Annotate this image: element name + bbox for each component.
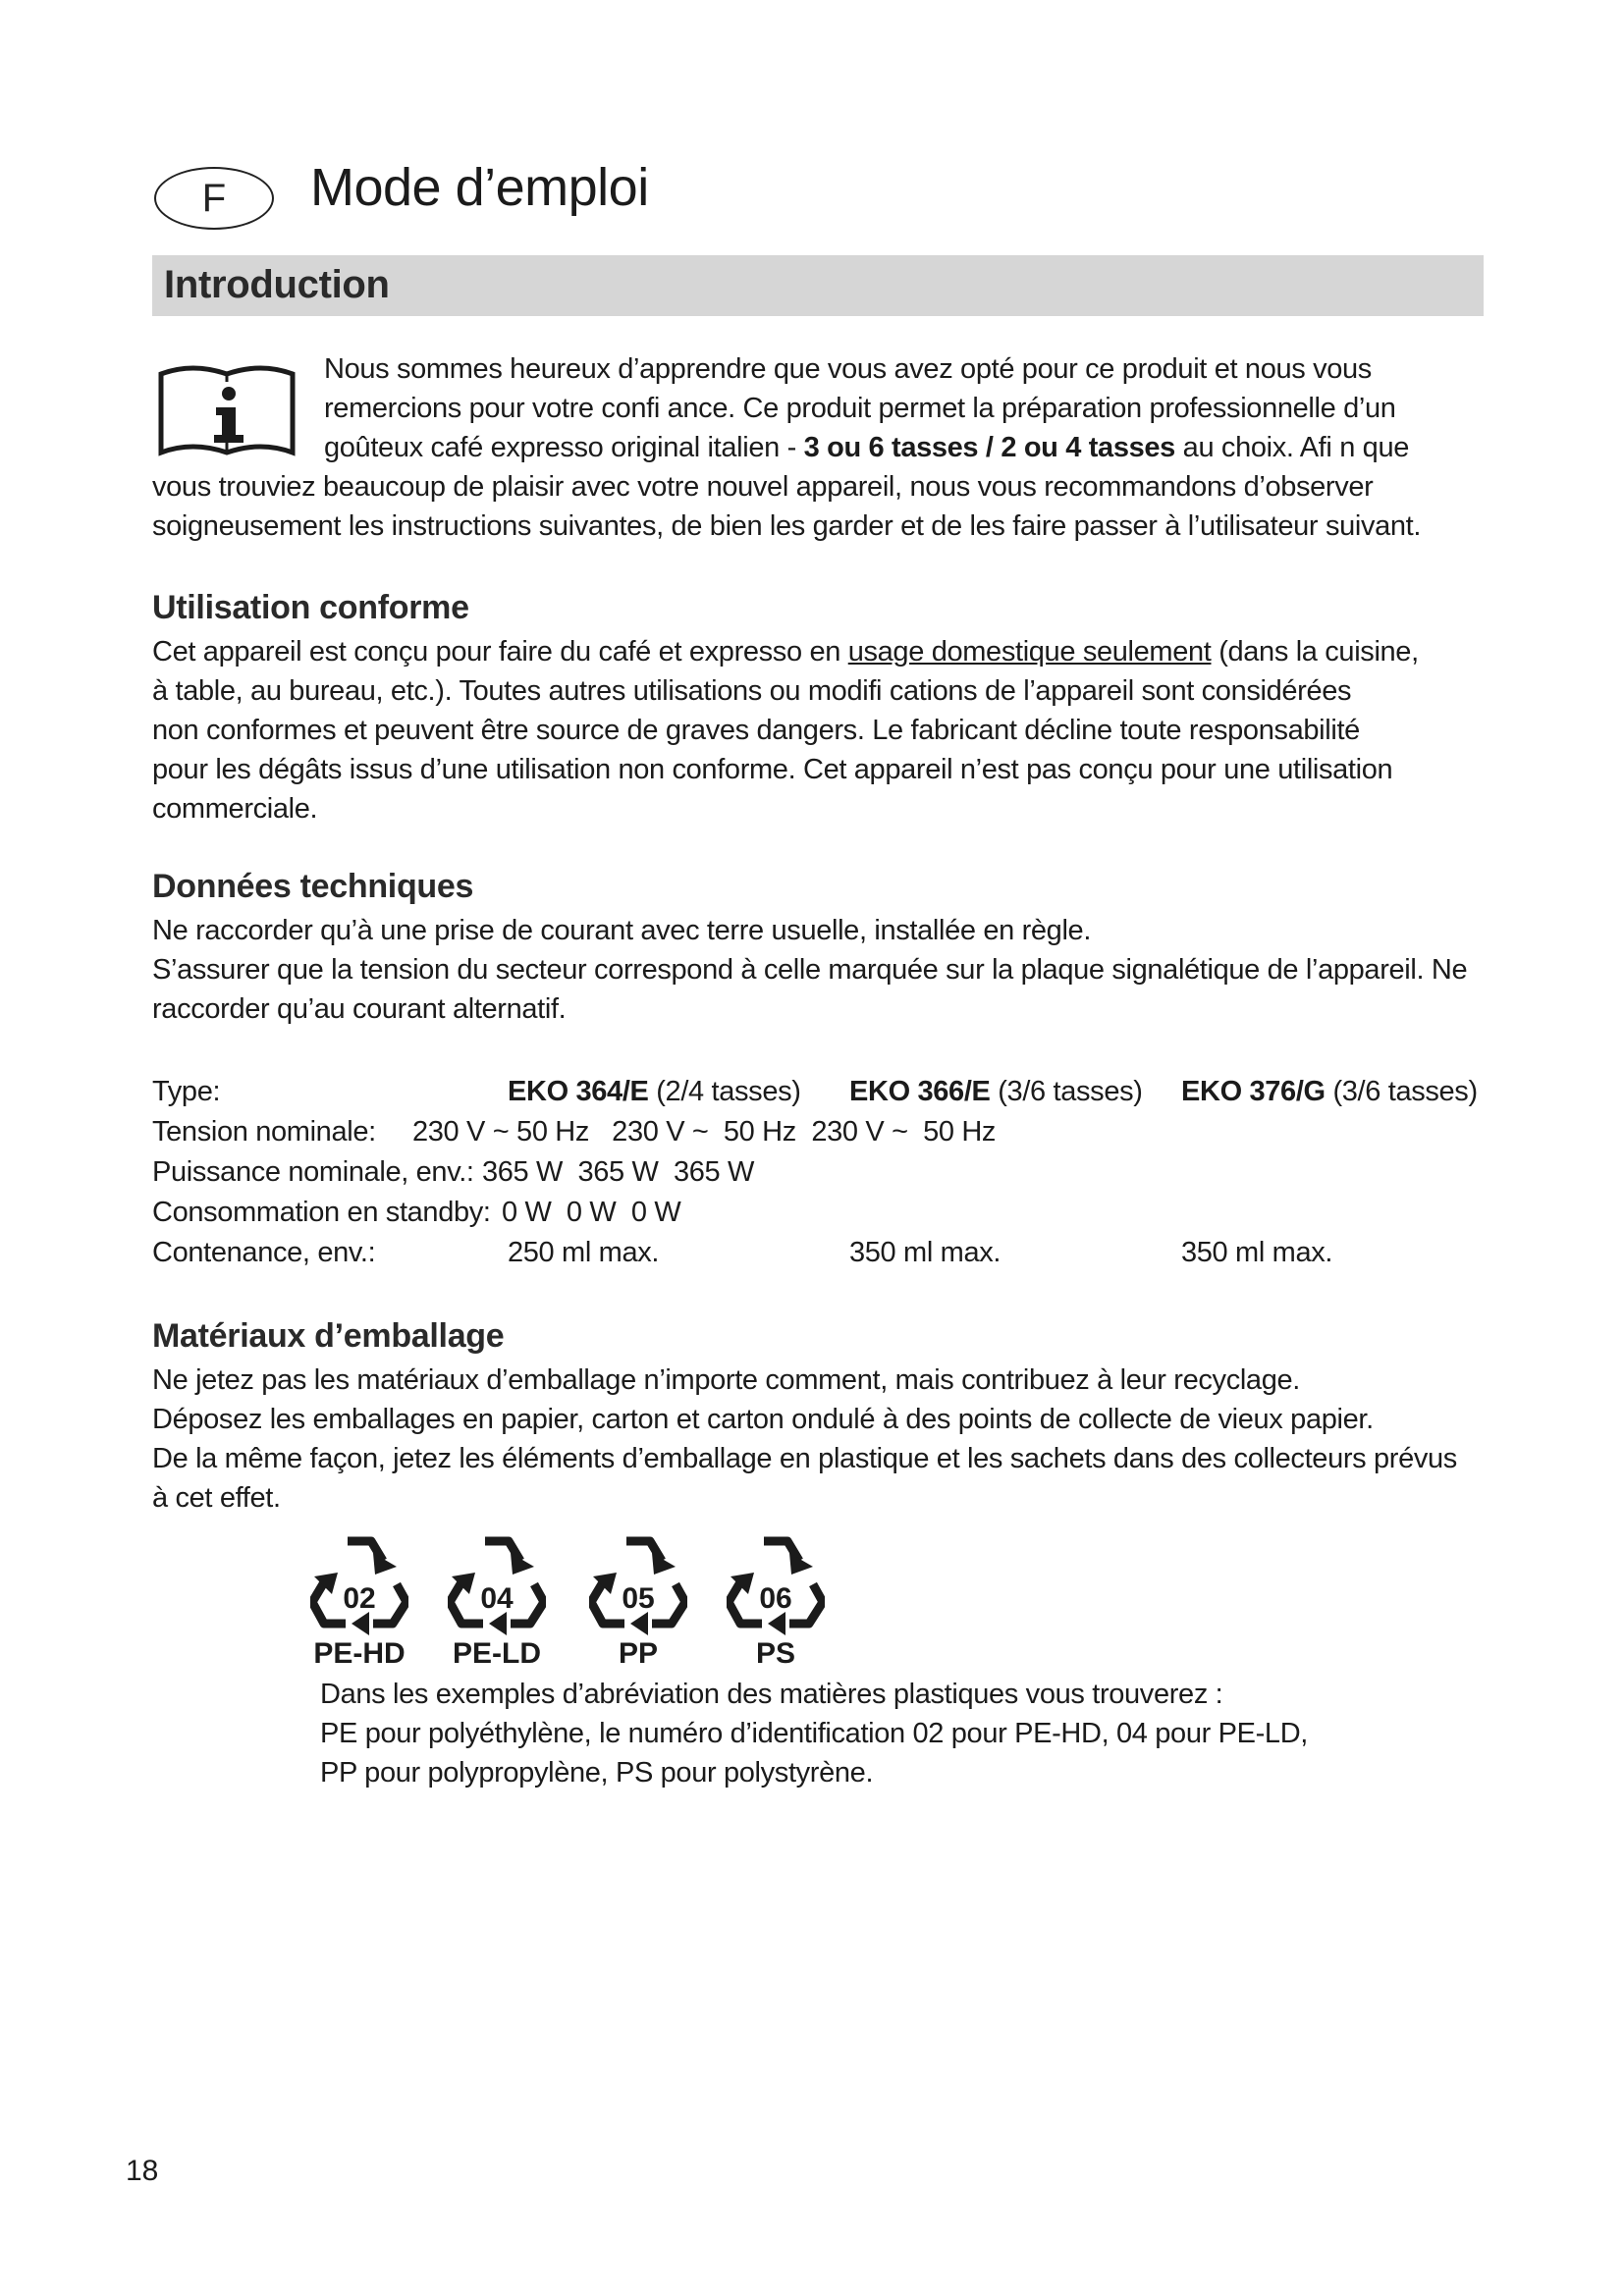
utilisation-text <box>152 632 1419 828</box>
svg-text:06: 06 <box>759 1582 792 1615</box>
recycle-symbol-ps <box>727 1529 825 1669</box>
contenance-value: 250 ml max. <box>508 1237 660 1268</box>
puissance-label: Puissance nominale, env.: <box>152 1156 474 1188</box>
materiaux-line: De la même façon, jetez les éléments d’emballage en plastique et les sachets dans des collecteurs prévus <box>152 1443 1457 1474</box>
intro-line: soigneusement les instructions suivantes, de bien les garder et de les faire passer à l’utilisateur suivant. <box>152 510 1422 542</box>
introduction-heading: Introduction <box>164 263 390 306</box>
contenance-value: 350 ml max. <box>1181 1237 1333 1268</box>
recycle-symbol-pp <box>589 1529 687 1669</box>
donnees-heading: Données techniques <box>152 868 474 905</box>
utilisation-line: à table, au bureau, etc.). Toutes autres utilisations ou modifi cations de l’appareil sont considérées <box>152 675 1352 707</box>
intro-line: remercions pour votre confi ance. Ce produit permet la préparation professionnelle d’un <box>324 393 1396 424</box>
recycle-icon <box>310 1529 408 1669</box>
standby-values: 0 W 0 W 0 W <box>502 1197 681 1228</box>
materiaux-heading: Matériaux d’emballage <box>152 1317 505 1355</box>
recycle-icon <box>448 1529 546 1669</box>
donnees-line: raccorder qu’au courant alternatif. <box>152 993 567 1025</box>
utilisation-line: non conformes et peuvent être source de graves dangers. Le fabricant décline toute responsabilité <box>152 715 1360 746</box>
introduction-text-indented <box>324 349 1409 467</box>
intro-line: goûteux café expresso original italien - 3 ou 6 tasses / 2 ou 4 tasses au choix. Afi n que <box>324 432 1410 463</box>
contenance-label: Contenance, env.: <box>152 1237 376 1268</box>
donnees-line: Ne raccorder qu’à une prise de courant avec terre usuelle, installée en règle. <box>152 915 1092 946</box>
svg-text:PE-LD: PE-LD <box>453 1637 541 1669</box>
utilisation-line: commerciale. <box>152 793 318 825</box>
materiaux-line: Déposez les emballages en papier, carton et carton ondulé à des points de collecte de vieux papier. <box>152 1404 1374 1435</box>
utilisation-line: Cet appareil est conçu pour faire du café et expresso en usage domestique seulement (dans la cuisine, <box>152 636 1419 667</box>
contenance-row <box>152 1233 1527 1272</box>
info-manual-icon <box>157 358 297 458</box>
recycle-icon <box>589 1529 687 1669</box>
materiaux-text <box>152 1361 1457 1518</box>
plastics-note-line: Dans les exemples d’abréviation des matières plastiques vous trouverez : <box>320 1679 1223 1710</box>
intro-line: Nous sommes heureux d’apprendre que vous avez opté pour ce produit et nous vous <box>324 353 1372 385</box>
model-3: EKO 376/G (3/6 tasses) <box>1181 1076 1478 1107</box>
svg-text:04: 04 <box>480 1582 514 1615</box>
introduction-band <box>152 255 1484 316</box>
domestic-use-emphasis: usage domestique seulement <box>847 636 1212 667</box>
tension-values: 230 V ~ 50 Hz 230 V ~ 50 Hz 230 V ~ 50 Hz <box>412 1116 997 1148</box>
model-2: EKO 366/E (3/6 tasses) <box>849 1076 1143 1107</box>
svg-text:05: 05 <box>622 1582 655 1615</box>
language-code: F <box>201 176 227 220</box>
type-row <box>152 1072 1527 1111</box>
intro-line: vous trouviez beaucoup de plaisir avec votre nouvel appareil, nous vous recommandons d’observer <box>152 471 1374 503</box>
recycle-icon <box>727 1529 825 1669</box>
svg-text:PE-HD: PE-HD <box>313 1637 406 1669</box>
donnees-text <box>152 911 1467 1029</box>
introduction-text <box>152 467 1421 546</box>
materiaux-line: Ne jetez pas les matériaux d’emballage n’importe comment, mais contribuez à leur recyclage. <box>152 1364 1300 1396</box>
svg-text:PP: PP <box>618 1637 659 1669</box>
plastics-note <box>320 1675 1308 1792</box>
tension-row <box>152 1112 1527 1151</box>
utilisation-line: pour les dégâts issus d’une utilisation non conforme. Cet appareil n’est pas conçu pour une utilisation <box>152 754 1393 785</box>
svg-text:PS: PS <box>755 1637 796 1669</box>
puissance-row <box>152 1152 1527 1192</box>
tension-label: Tension nominale: <box>152 1116 376 1148</box>
page-number: 18 <box>126 2155 159 2187</box>
contenance-value: 350 ml max. <box>849 1237 1001 1268</box>
language-badge <box>154 167 274 230</box>
page-title: Mode d’emploi <box>310 158 649 217</box>
plastics-note-line: PP pour polypropylène, PS pour polystyrène. <box>320 1757 874 1789</box>
donnees-line: S’assurer que la tension du secteur correspond à celle marquée sur la plaque signalétique de l’appareil. Ne <box>152 954 1468 986</box>
type-label: Type: <box>152 1076 221 1107</box>
standby-row <box>152 1193 1527 1232</box>
plastics-note-line: PE pour polyéthylène, le numéro d’identification 02 pour PE-HD, 04 pour PE-LD, <box>320 1718 1308 1749</box>
materiaux-line: à cet effet. <box>152 1482 281 1514</box>
model-1: EKO 364/E (2/4 tasses) <box>508 1076 801 1107</box>
utilisation-heading: Utilisation conforme <box>152 589 469 626</box>
standby-label: Consommation en standby: <box>152 1197 491 1228</box>
cup-options: 3 ou 6 tasses / 2 ou 4 tasses <box>803 432 1175 463</box>
svg-text:02: 02 <box>343 1582 376 1615</box>
recycle-symbol-pe-hd <box>310 1529 408 1669</box>
recycle-symbol-pe-ld <box>448 1529 546 1669</box>
puissance-values: 365 W 365 W 365 W <box>482 1156 755 1188</box>
